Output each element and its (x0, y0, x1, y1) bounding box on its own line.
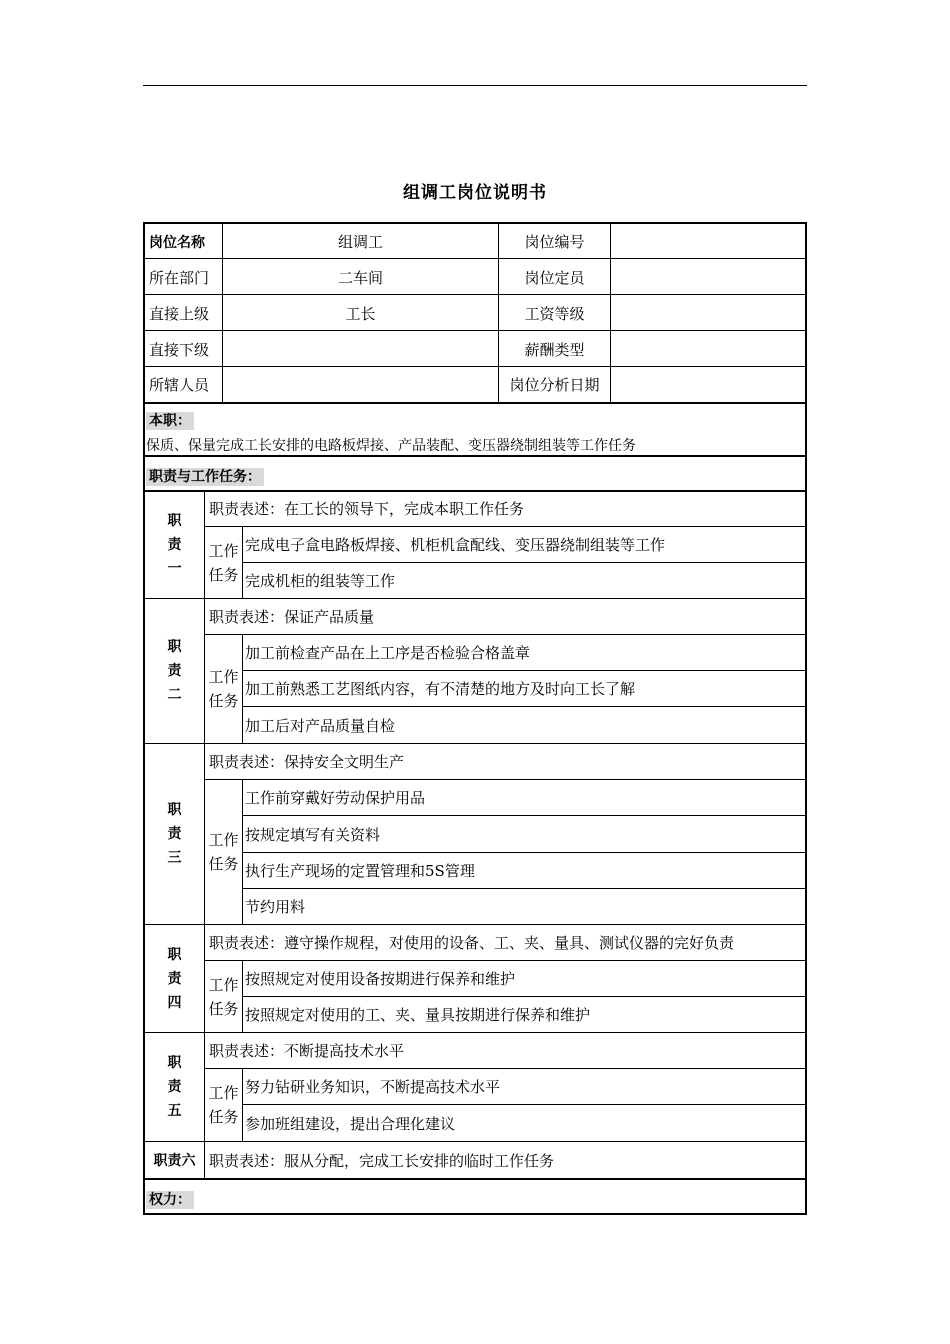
duty-3-task-label: 工作 任务 (208, 831, 239, 873)
duty-4-task-1: 按照规定对使用设备按期进行保养和维护 (245, 970, 516, 988)
duty-2-task-label: 工作 任务 (208, 668, 239, 710)
duty-4-task-2: 按照规定对使用的工、夹、量具按期进行保养和维护 (245, 1006, 591, 1024)
job-description-table (143, 222, 807, 1215)
duty-5-label: 职 责 五 (167, 1055, 182, 1119)
duty-1-label: 职 责 一 (167, 512, 182, 577)
value-analysis-date (611, 367, 805, 402)
value-pay-type (611, 331, 805, 367)
value-staff (223, 367, 498, 402)
value-direct-subordinate (223, 331, 498, 367)
duty-5-task-2: 参加班组建设，提出合理化建议 (245, 1114, 456, 1133)
duty-3-task-1: 工作前穿戴好劳动保护用品 (245, 789, 426, 807)
label-salary-grade: 工资等级 (524, 304, 585, 323)
duty-2-task-2: 加工前熟悉工艺图纸内容，有不清楚的地方及时向工长了解 (245, 680, 636, 698)
value-department: 二车间 (337, 268, 383, 287)
duty-5-statement: 职责表述：不断提高技术水平 (209, 1042, 405, 1060)
duty-3-statement: 职责表述：保持安全文明生产 (209, 753, 405, 771)
duty-3-task-4: 节约用料 (245, 898, 306, 916)
label-headcount: 岗位定员 (524, 268, 585, 287)
duty-3-task-3: 执行生产现场的定置管理和5S管理 (245, 862, 475, 880)
duty-2-statement: 职责表述：保证产品质量 (209, 608, 375, 626)
duty-2-task-1: 加工前检查产品在上工序是否检验合格盖章 (245, 644, 531, 662)
duty-5-task-1: 努力钻研业务知识，不断提高技术水平 (245, 1078, 501, 1096)
value-position-code (611, 224, 805, 259)
duty-1-task-label: 工作 任务 (208, 541, 239, 584)
duty-1-task-1: 完成电子盒电路板焊接、机柜机盒配线、变压器绕制组装等工作 (245, 536, 666, 554)
main-duty-text: 保质、保量完成工长安排的电路板焊接、产品装配、变压器绕制组装等工作任务 (146, 438, 636, 454)
label-analysis-date: 岗位分析日期 (509, 376, 600, 394)
duty-6-label: 职责六 (153, 1153, 196, 1169)
value-headcount (611, 259, 805, 295)
value-direct-superior: 工长 (345, 304, 376, 323)
label-staff: 所辖人员 (149, 376, 210, 394)
authority-label: 权力： (146, 1191, 194, 1209)
duty-3-label: 职 责 三 (167, 802, 182, 866)
duties-section-label: 职责与工作任务： (146, 468, 264, 486)
duty-4-statement: 职责表述：遵守操作规程，对使用的设备、工、夹、量具、测试仪器的完好负责 (209, 934, 735, 952)
label-pay-type: 薪酬类型 (524, 340, 585, 359)
value-salary-grade (611, 295, 805, 331)
duty-1-statement: 职责表述：在工长的领导下，完成本职工作任务 (209, 500, 525, 518)
label-department: 所在部门 (149, 268, 210, 287)
duty-1-task-2: 完成机柜的组装等工作 (245, 572, 396, 590)
duty-2-task-3: 加工后对产品质量自检 (245, 716, 396, 735)
label-direct-subordinate: 直接下级 (149, 340, 210, 359)
label-position-code: 岗位编号 (524, 233, 585, 251)
duty-3-task-2: 按规定填写有关资料 (245, 825, 381, 844)
duty-4-label: 职 责 四 (167, 946, 182, 1011)
document-title: 组调工岗位说明书 (403, 183, 547, 203)
label-direct-superior: 直接上级 (149, 304, 210, 323)
duty-2-label: 职 责 二 (167, 639, 182, 703)
header-rule (143, 85, 807, 86)
main-duty-label: 本职： (146, 412, 194, 430)
duty-6-statement: 职责表述：服从分配，完成工长安排的临时工作任务 (209, 1151, 555, 1170)
label-position-name: 岗位名称 (149, 234, 205, 251)
duty-4-task-label: 工作 任务 (208, 975, 239, 1018)
value-position-name: 组调工 (337, 233, 383, 251)
duty-5-task-label: 工作 任务 (208, 1084, 239, 1126)
